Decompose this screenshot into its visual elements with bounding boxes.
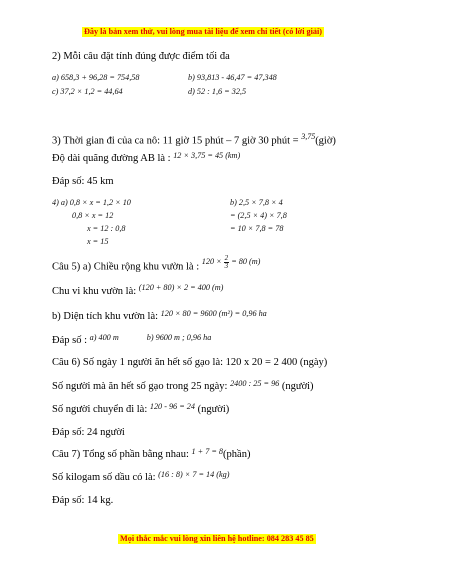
q5-b-text: b) Diện tích khu vườn là:: [52, 311, 161, 322]
q2-title: 2) Mỗi câu đặt tính đúng được điểm tối đa: [52, 51, 230, 62]
q3-distance-text: Độ dài quãng đường AB là :: [52, 153, 174, 164]
q6-line2-text: Số người mà ăn hết số gạo trong 25 ngày:: [52, 381, 231, 392]
header-preview-banner: Đây là bản xem thử, vui lòng mua tài liệu để xem chi tiết (có lời giải): [84, 27, 323, 36]
q6-line3: [52, 403, 229, 416]
q3-time-value: 3,75: [301, 132, 316, 141]
q4-b-line3: = 10 × 7,8 = 78: [230, 224, 284, 233]
q5-perimeter-line: [52, 285, 223, 298]
q4-a-line2: 0,8 × x = 12: [72, 211, 114, 220]
q2-d: d) 52 : 1,6 = 32,5: [188, 87, 247, 96]
q2-c: c) 37,2 × 1,2 = 44,64: [52, 87, 123, 96]
q6-line3-math: 120 - 96 = 24: [149, 402, 195, 411]
q2-a: a) 658,3 + 96,28 = 754,58: [52, 73, 140, 82]
q4-b-line1: b) 2,5 × 7,8 × 4: [230, 198, 283, 207]
q6-line3-unit: (người): [194, 404, 230, 415]
q2-b: b) 93,813 - 46,47 = 47,348: [188, 73, 277, 82]
q4-b-line2: = (2,5 × 4) × 7,8: [230, 211, 287, 220]
q5-answer-b: b) 9600 m ; 0,96 ha: [146, 333, 212, 342]
q3-time-text: 3) Thời gian đi của ca nô: 11 giờ 15 phút – 7 giờ 30 phút =: [52, 135, 302, 147]
q4-a-line3: x = 12 : 0,8: [87, 224, 126, 233]
q5-a-text: Câu 5) a) Chiều rộng khu vườn là :: [52, 261, 202, 273]
q7-answer: Đáp số: 14 kg.: [52, 495, 114, 506]
q3-answer: Đáp số: 45 km: [52, 176, 114, 187]
q5-a-math-pre: 120 ×: [201, 257, 224, 267]
q5-a-math-post: = 80 (m): [229, 257, 261, 267]
q3-time-line: [52, 130, 336, 148]
q7-line2: [52, 471, 229, 484]
footer-hotline-banner: Mọi thắc mắc vui lòng xin liên hệ hotline: 084 283 45 85: [120, 534, 314, 543]
q6-line2: [52, 380, 314, 393]
q6-line1: Câu 6) Số ngày 1 người ăn hết số gạo là: 120 x 20 = 2 400 (ngày): [52, 357, 328, 368]
q4-a-line1: 4) a) 0,8 × x = 1,2 × 10: [52, 198, 131, 207]
q3-distance-math: 12 × 3,75 = 45 (km): [173, 151, 241, 160]
q5-b-math: 120 × 80 = 9600 (m²) = 0,96 ha: [160, 309, 267, 318]
q7-line1: [52, 448, 250, 461]
q5-answer-line: [52, 334, 211, 347]
q5-a-line: [52, 254, 261, 275]
q7-line1-text: Câu 7) Tổng số phần bằng nhau:: [52, 449, 192, 460]
q6-line2-unit: (người): [279, 381, 314, 392]
q6-answer: Đáp số: 24 người: [52, 427, 125, 438]
q3-time-unit: (giờ): [315, 135, 336, 147]
q5-perimeter-math: (120 + 80) × 2 = 400 (m): [138, 283, 224, 292]
q3-distance-line: [52, 152, 240, 165]
q6-line2-math: 2400 : 25 = 96: [230, 379, 280, 388]
q5-answer-a: a) 400 m: [89, 333, 119, 342]
q7-line2-math: (16 : 8) × 7 = 14 (kg): [158, 470, 230, 479]
q7-line2-text: Số kilogam số dầu có là:: [52, 472, 159, 483]
q5-a-math: [201, 254, 261, 270]
q7-line1-unit: (phần): [223, 449, 251, 460]
q5-a-fraction-denominator: 3: [224, 262, 229, 270]
q6-line3-text: Số người chuyển đi là:: [52, 404, 150, 415]
q5-b-line: [52, 310, 267, 323]
q4-a-line4: x = 15: [87, 237, 109, 246]
q5-a-fraction-numerator: 2: [224, 254, 229, 262]
q7-line1-math: 1 + 7 = 8: [191, 447, 224, 456]
q5-perimeter-text: Chu vi khu vườn là:: [52, 286, 139, 297]
q5-answer-label: Đáp số :: [52, 335, 90, 346]
